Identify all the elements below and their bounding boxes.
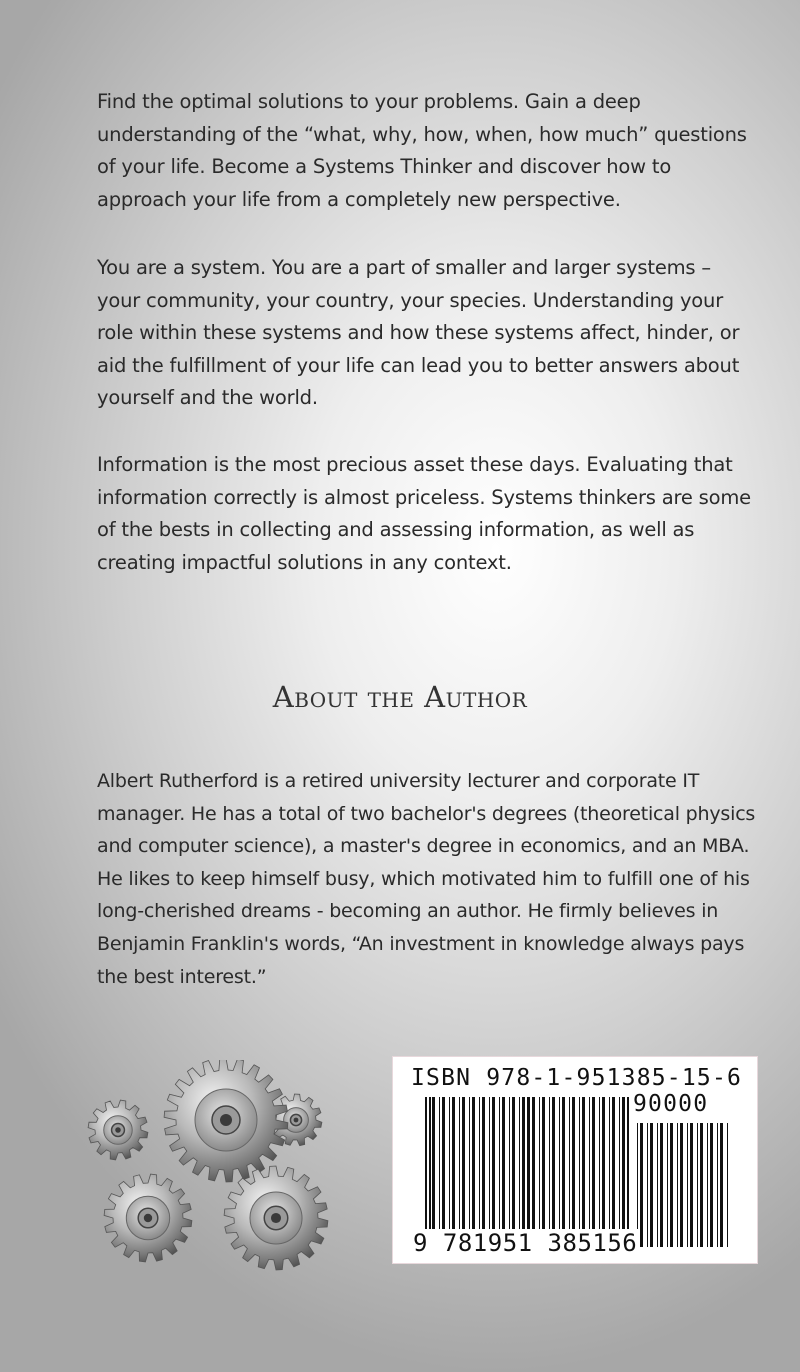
blurb-paragraph-1: Find the optimal solutions to your problems. Gain a deep understanding of the “what, why, how, when, how much” questions of your life. Become a Systems Thinker and discover how to approach your life from a completely new perspective.	[97, 90, 747, 211]
about-author-heading: About the Author	[272, 680, 528, 714]
isbn-label: ISBN 978-1-951385-15-6	[411, 1065, 743, 1091]
price-code: 90000	[633, 1091, 709, 1117]
gears-icon	[78, 1060, 368, 1280]
blurb-paragraph-3: Information is the most precious asset these days. Evaluating that information correctly is almost priceless. Systems thinkers are some of the bests in collecting and assessing information, as well as creating impactful solutions in any context.	[97, 453, 751, 574]
isbn-barcode	[392, 1056, 758, 1264]
blurb-paragraph-2: You are a system. You are a part of smaller and larger systems – your community, your country, your species. Understanding your role within these systems and how these systems affect, hinder, or aid the fulfillment of your life can lead you to better answers about yourself and the world.	[97, 256, 740, 410]
ean-digits: 9 781951 385156	[413, 1229, 638, 1257]
author-bio: Albert Rutherford is a retired university lecturer and corporate IT manager. He has a total of two bachelor's degrees (theoretical physics and computer science), a master's degree in economics, and an MBA. He likes to keep himself busy, which motivated him to fulfill one of his long-cherished dreams - becoming an author. He firmly believes in Benjamin Franklin's words, “An investment in knowledge always pays the best interest.”	[97, 770, 756, 988]
